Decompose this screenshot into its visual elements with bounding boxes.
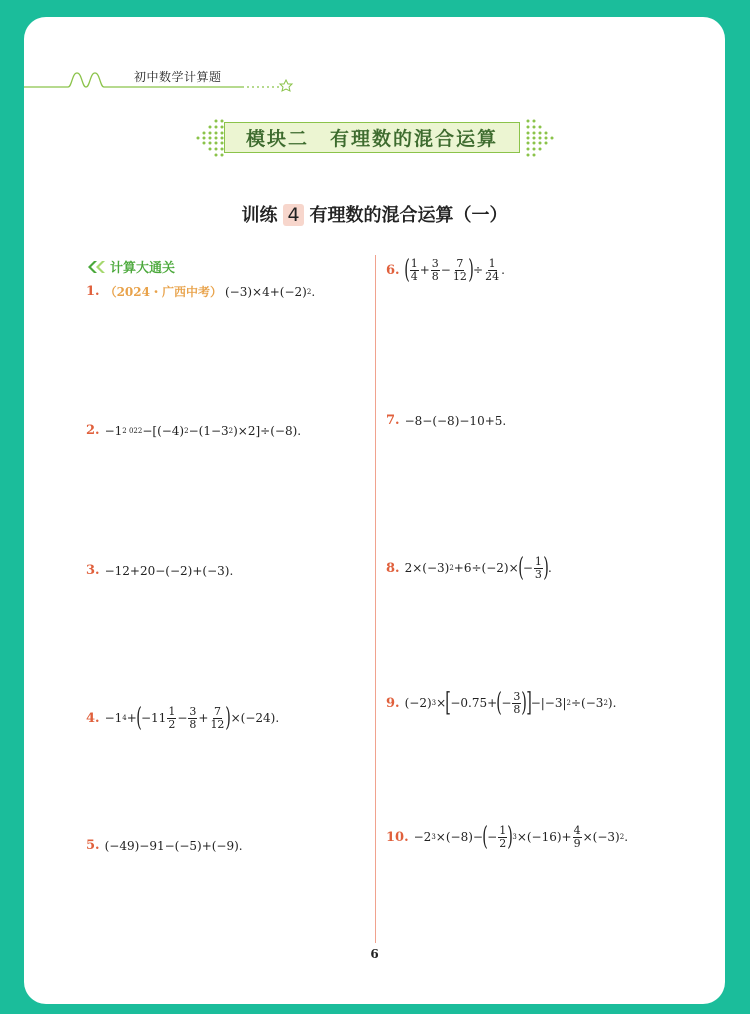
worksheet-page [24,17,725,1004]
big-paren-left: ( [482,822,488,852]
problem-9 [386,690,616,716]
expr-text: −(1−3 [188,423,229,438]
problem-number: 8. [386,560,400,576]
problem-5 [86,838,243,853]
expr-text: ). [607,696,617,710]
problem-number: 5. [86,838,100,853]
problem-number: 1. [86,284,100,299]
fraction: $\frac{3}{8}$ [189,704,197,731]
page-number: 6 [370,947,379,961]
expr-text: −|−3| [530,696,567,710]
expr-text: −[(−4) [142,423,185,438]
fraction: $\frac{1}{4}$ [410,256,418,283]
expr-text: −1 [140,711,159,725]
expr-text: − [501,696,512,710]
fraction: $\frac{1}{3}$ [534,554,542,581]
column-divider [375,255,376,943]
problem-4 [86,705,279,731]
big-paren-left: ( [517,553,524,583]
expr-text: . [311,284,316,299]
expr-text: . [548,561,552,575]
training-title: 有理数的混合运算（一） [309,205,508,226]
section-label [86,257,175,276]
big-paren-left: ( [403,255,410,285]
expr-text: × [436,696,447,710]
module-title-box [224,122,520,153]
big-paren-right: ) [543,553,549,583]
problem-source: （2024・广西中考） [104,285,222,299]
expr-text: ÷ [473,263,484,277]
big-paren-right: ) [507,822,514,852]
expr-text: −1 [104,711,123,725]
fraction: $\frac{7}{12}$ [452,256,467,283]
expr-text: (−49)−91−(−5)+(−9). [104,838,243,853]
exponent: 2 [184,426,189,435]
expr-text: + [198,711,209,725]
exponent: 2 022 [122,426,143,435]
fraction: $\frac{7}{12}$ [210,704,225,731]
expr-text: −12+20−(−2)+(−3). [104,563,234,578]
expr-text: 2×(−3) [404,561,450,575]
fraction: $\frac{1}{24}$ [485,256,500,283]
big-paren-right: ) [468,255,474,285]
expr-text: . [501,263,505,277]
training-number-badge: 4 [283,204,303,226]
expr-text: +6÷(−2)× [453,561,519,575]
expr-text: ×(−24). [230,711,280,725]
expr-text: ×(−3) [582,830,620,844]
exponent: 2 [306,287,312,296]
double-chevron-icon [86,260,106,274]
problem-8 [386,555,552,581]
expr-text: −0.75+ [450,696,498,710]
dots-decoration-right [524,117,556,159]
expr-text: )×2]÷(−8). [233,423,302,438]
exponent: 4 [122,714,127,722]
training-prefix: 训练 [241,205,278,226]
expr-text: − [487,830,498,844]
problem-2 [86,423,301,438]
exponent: 3 [512,833,517,841]
fraction: $\frac{4}{9}$ [573,823,581,850]
expr-text: 1 [158,711,167,725]
expr-text: −8−(−8)−10+5. [404,413,507,428]
exponent: 2 [228,426,234,435]
problem-number: 3. [86,563,100,578]
problem-number: 6. [386,262,400,278]
expr-text: ×(−16)+ [516,830,572,844]
fraction: $\frac{1}{2}$ [499,823,507,850]
big-paren-right: ) [225,703,232,733]
problem-number: 10. [386,829,409,845]
big-paren-left: ( [136,703,142,733]
book-title: 初中数学计算题 [134,70,222,84]
expr-text: −2 [413,830,432,844]
module-banner [194,117,556,159]
expr-text: − [177,711,188,725]
section-label-text: 计算大通关 [110,261,176,276]
problem-number: 9. [386,695,400,711]
expr-text: − [522,561,533,575]
problem-10 [386,824,628,850]
big-bracket-left: [ [445,688,452,718]
expr-text: + [419,263,430,277]
expr-text: (−3)×4+(−2) [224,284,307,299]
expr-text: (−2) [404,696,432,710]
big-paren-right: ) [521,688,528,718]
dots-decoration-left [194,117,226,159]
problem-3 [86,563,233,578]
exponent: 2 [603,699,608,707]
expr-text: + [126,711,137,725]
big-bracket-right: ] [525,688,532,718]
expr-text: − [440,263,451,277]
exponent: 3 [431,699,437,707]
expr-text: −1 [104,423,123,438]
problem-number: 4. [86,710,100,726]
problem-number: 7. [386,413,400,428]
expr-text: ÷(−3 [571,696,604,710]
exponent: 2 [449,564,454,572]
expr-text: . [624,830,629,844]
module-title: 模块二 有理数的混合运算 [245,128,498,150]
training-heading [24,201,725,227]
problem-1 [86,283,315,300]
expr-text: ×(−8)− [435,830,483,844]
exponent: 3 [431,833,436,841]
problem-6 [386,257,505,283]
big-paren-left: ( [496,688,503,718]
fraction: $\frac{3}{8}$ [431,256,439,283]
exponent: 2 [566,699,571,707]
fraction: $\frac{1}{2}$ [168,704,176,731]
fraction: $\frac{3}{8}$ [513,689,521,716]
exponent: 2 [619,833,625,841]
problem-number: 2. [86,423,100,438]
problem-7 [386,413,506,428]
